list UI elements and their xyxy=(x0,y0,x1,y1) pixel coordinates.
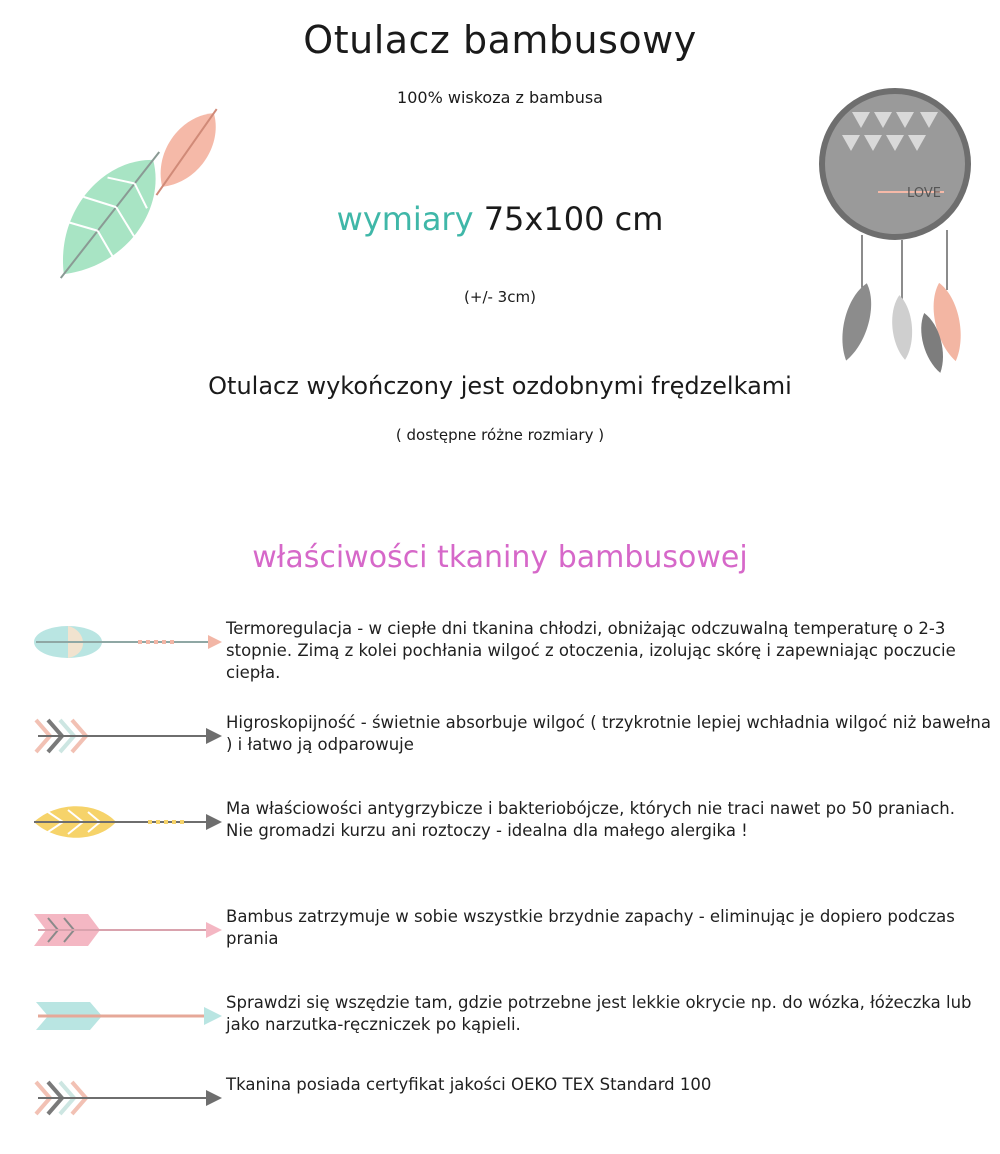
page-title: Otulacz bambusowy xyxy=(303,18,697,62)
dimensions xyxy=(0,200,1000,238)
material-subtitle: 100% wiskoza z bambusa xyxy=(397,88,603,107)
chevron-feather-arrow-icon xyxy=(28,712,223,762)
property-item xyxy=(0,992,1000,1072)
dreamcatcher-label: LOVE xyxy=(907,186,941,201)
dimensions-label: wymiary xyxy=(336,200,474,238)
property-item xyxy=(0,798,1000,878)
property-text: Bambus zatrzymuje w sobie wszystkie brzydnie zapachy - eliminując je dopiero podczas prania xyxy=(226,907,955,948)
chevron-feather-arrow-icon xyxy=(28,1074,223,1124)
property-item xyxy=(0,712,1000,792)
mint-feather-arrow-icon xyxy=(28,618,223,668)
sizes-note: ( dostępne różne rozmiary ) xyxy=(395,426,605,444)
property-item xyxy=(0,618,1000,698)
property-text: Sprawdzi się wszędzie tam, gdzie potrzebne jest lekkie okrycie np. do wózka, łóżeczka lub jako narzutka-ręczniczek po kąpieli. xyxy=(226,993,972,1034)
dimensions-value: 75x100 cm xyxy=(483,200,664,238)
property-text: Tkanina posiada certyfikat jakości OEKO TEX Standard 100 xyxy=(226,1075,712,1094)
properties-title: właściwości tkaniny bambusowej xyxy=(252,540,748,575)
yellow-feather-arrow-icon xyxy=(28,798,223,848)
property-text: Ma właściowości antygrzybicze i bakteriobójcze, których nie traci nawet po 50 praniach. Nie gromadzi kurzu ani roztoczy - idealna dla małego alergika ! xyxy=(226,799,955,840)
property-text: Termoregulacja - w ciepłe dni tkanina chłodzi, obniżając odczuwalną temperaturę o 2-3 stopnie. Zimą z kolei pochłania wilgoć z otoczenia, izolując skórę i zapewniając poczucie ciepła. xyxy=(226,619,956,682)
property-item xyxy=(0,906,1000,986)
dimensions-tolerance: (+/- 3cm) xyxy=(464,288,536,306)
mint-arrow-icon xyxy=(28,992,223,1042)
pink-feather-arrow-icon xyxy=(28,906,223,956)
finish-description: Otulacz wykończony jest ozdobnymi frędzelkami xyxy=(208,372,792,400)
property-text: Higroskopijność - świetnie absorbuje wilgoć ( trzykrotnie lepiej wchładnia wilgoć niż bawełna ) i łatwo ją odparowuje xyxy=(226,713,991,754)
property-item xyxy=(0,1074,1000,1154)
